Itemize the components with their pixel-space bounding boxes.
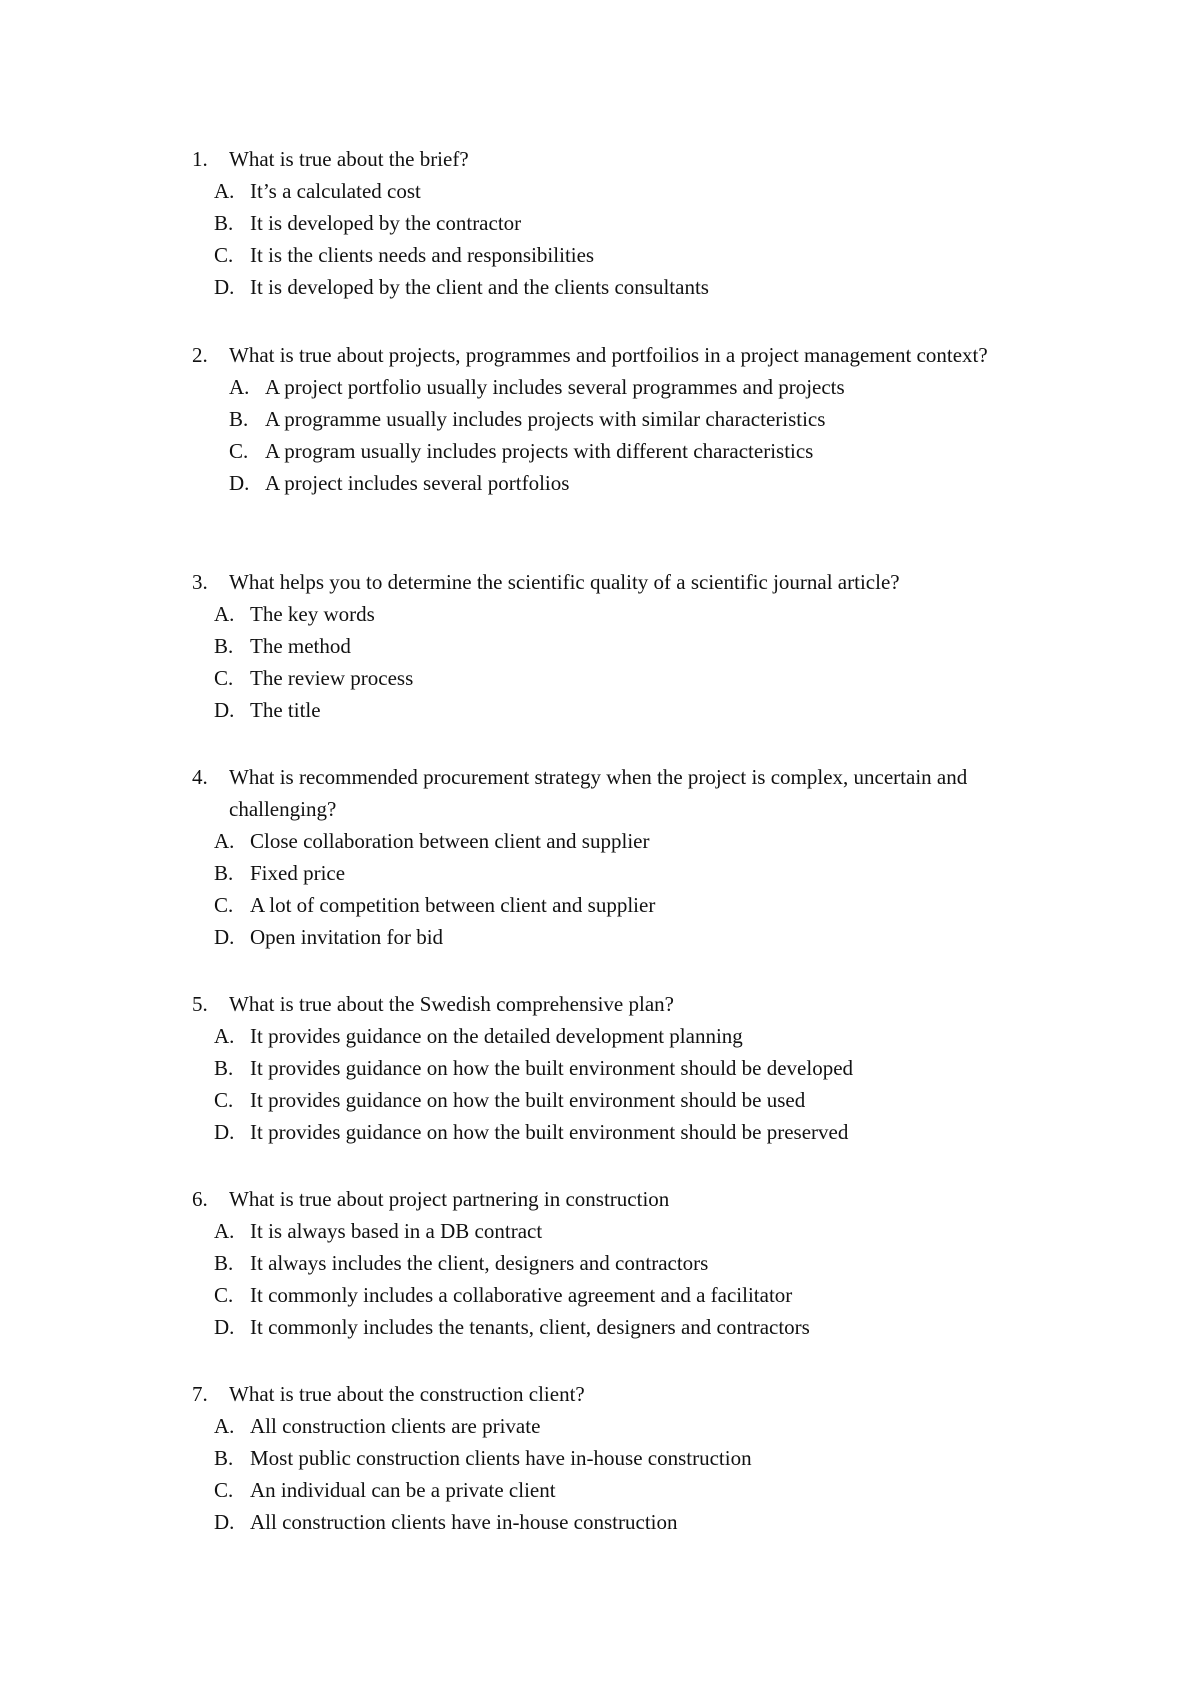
question-3 bbox=[192, 566, 1072, 726]
option-d bbox=[229, 467, 1072, 499]
option-letter: D. bbox=[214, 275, 235, 299]
option-text: Close collaboration between client and supplier bbox=[250, 829, 650, 853]
option-text: The review process bbox=[250, 666, 414, 690]
option-letter: C. bbox=[229, 439, 249, 463]
option-letter: D. bbox=[214, 1120, 235, 1144]
option-letter: B. bbox=[214, 861, 234, 885]
option-letter: D. bbox=[214, 925, 235, 949]
option-text: A programme usually includes projects with similar characteristics bbox=[265, 407, 826, 431]
option-letter: A. bbox=[214, 179, 235, 203]
option-b bbox=[214, 630, 1072, 662]
option-list bbox=[192, 825, 1072, 953]
option-d bbox=[214, 1311, 1072, 1343]
option-text: The method bbox=[250, 634, 351, 658]
option-a bbox=[214, 825, 1072, 857]
option-b bbox=[214, 1052, 1072, 1084]
option-letter: B. bbox=[214, 211, 234, 235]
option-list bbox=[192, 371, 1072, 499]
option-b bbox=[229, 403, 1072, 435]
option-text: It commonly includes a collaborative agreement and a facilitator bbox=[250, 1283, 793, 1307]
option-c bbox=[229, 435, 1072, 467]
question-text: What is true about the brief? bbox=[229, 147, 469, 171]
question-number: 7. bbox=[192, 1382, 208, 1406]
option-c bbox=[214, 662, 1072, 694]
option-c bbox=[214, 889, 1072, 921]
option-text: It provides guidance on the detailed development planning bbox=[250, 1024, 743, 1048]
option-text: A lot of competition between client and supplier bbox=[250, 893, 656, 917]
question-6 bbox=[192, 1183, 1072, 1343]
question-text: What is true about project partnering in construction bbox=[229, 1187, 670, 1211]
option-letter: A. bbox=[229, 375, 250, 399]
option-letter: D. bbox=[214, 698, 235, 722]
option-list bbox=[192, 175, 1072, 303]
option-a bbox=[214, 175, 1072, 207]
question-number: 4. bbox=[192, 765, 208, 789]
option-letter: D. bbox=[214, 1315, 235, 1339]
option-d bbox=[214, 271, 1072, 303]
option-letter: B. bbox=[214, 634, 234, 658]
option-letter: C. bbox=[214, 1283, 234, 1307]
option-text: It commonly includes the tenants, client, designers and contractors bbox=[250, 1315, 810, 1339]
option-text: A project includes several portfolios bbox=[265, 471, 570, 495]
option-d bbox=[214, 694, 1072, 726]
question-2 bbox=[192, 339, 1072, 499]
option-a bbox=[229, 371, 1072, 403]
option-text: All construction clients have in-house construction bbox=[250, 1510, 678, 1534]
option-letter: C. bbox=[214, 666, 234, 690]
question-row bbox=[192, 988, 1072, 1020]
option-text: It’s a calculated cost bbox=[250, 179, 421, 203]
option-text: A program usually includes projects with different characteristics bbox=[265, 439, 814, 463]
option-text: It is developed by the contractor bbox=[250, 211, 522, 235]
option-letter: D. bbox=[214, 1510, 235, 1534]
question-4 bbox=[192, 761, 1072, 953]
option-c bbox=[214, 239, 1072, 271]
option-text: It provides guidance on how the built environment should be developed bbox=[250, 1056, 854, 1080]
option-letter: A. bbox=[214, 829, 235, 853]
question-row bbox=[192, 1378, 1072, 1410]
option-list bbox=[192, 1020, 1072, 1148]
question-1 bbox=[192, 143, 1072, 303]
option-letter: C. bbox=[214, 1088, 234, 1112]
option-a bbox=[214, 1020, 1072, 1052]
question-number: 1. bbox=[192, 147, 208, 171]
option-list bbox=[192, 1215, 1072, 1343]
option-b bbox=[214, 1442, 1072, 1474]
option-d bbox=[214, 921, 1072, 953]
option-text: It provides guidance on how the built environment should be used bbox=[250, 1088, 806, 1112]
option-letter: B. bbox=[229, 407, 249, 431]
option-text: Most public construction clients have in-house construction bbox=[250, 1446, 752, 1470]
option-c bbox=[214, 1279, 1072, 1311]
question-number: 3. bbox=[192, 570, 208, 594]
option-text: It is developed by the client and the clients consultants bbox=[250, 275, 709, 299]
option-text: It provides guidance on how the built environment should be preserved bbox=[250, 1120, 849, 1144]
option-c bbox=[214, 1474, 1072, 1506]
option-b bbox=[214, 1247, 1072, 1279]
option-text: It is always based in a DB contract bbox=[250, 1219, 543, 1243]
option-text: It is the clients needs and responsibilities bbox=[250, 243, 595, 267]
option-letter: C. bbox=[214, 243, 234, 267]
option-text: The key words bbox=[250, 602, 375, 626]
question-text: What is true about the construction client? bbox=[229, 1382, 585, 1406]
question-text: What helps you to determine the scientific quality of a scientific journal article? bbox=[229, 570, 900, 594]
option-letter: A. bbox=[214, 1414, 235, 1438]
option-d bbox=[214, 1506, 1072, 1538]
option-letter: B. bbox=[214, 1251, 234, 1275]
option-text: An individual can be a private client bbox=[250, 1478, 556, 1502]
question-text: What is true about the Swedish comprehensive plan? bbox=[229, 992, 674, 1016]
question-5 bbox=[192, 988, 1072, 1148]
question-7 bbox=[192, 1378, 1072, 1538]
option-d bbox=[214, 1116, 1072, 1148]
option-letter: A. bbox=[214, 1219, 235, 1243]
option-letter: C. bbox=[214, 893, 234, 917]
option-text: It always includes the client, designers and contractors bbox=[250, 1251, 709, 1275]
option-letter: A. bbox=[214, 1024, 235, 1048]
question-row bbox=[192, 339, 1072, 371]
option-text: A project portfolio usually includes several programmes and projects bbox=[265, 375, 845, 399]
option-text: Fixed price bbox=[250, 861, 346, 885]
option-a bbox=[214, 1410, 1072, 1442]
option-text: All construction clients are private bbox=[250, 1414, 541, 1438]
option-letter: B. bbox=[214, 1056, 234, 1080]
question-row bbox=[192, 566, 1072, 598]
option-letter: C. bbox=[214, 1478, 234, 1502]
question-text: What is recommended procurement strategy when the project is complex, uncertain and challenging? bbox=[229, 765, 968, 821]
option-a bbox=[214, 598, 1072, 630]
question-text: What is true about projects, programmes and portfoilios in a project management context? bbox=[229, 343, 988, 367]
option-letter: B. bbox=[214, 1446, 234, 1470]
question-row bbox=[192, 143, 1072, 175]
question-number: 6. bbox=[192, 1187, 208, 1211]
question-number: 5. bbox=[192, 992, 208, 1016]
option-a bbox=[214, 1215, 1072, 1247]
question-row bbox=[192, 1183, 1072, 1215]
option-b bbox=[214, 207, 1072, 239]
option-text: The title bbox=[250, 698, 321, 722]
option-letter: A. bbox=[214, 602, 235, 626]
option-b bbox=[214, 857, 1072, 889]
question-row bbox=[192, 761, 1072, 825]
option-letter: D. bbox=[229, 471, 250, 495]
option-list bbox=[192, 598, 1072, 726]
option-text: Open invitation for bid bbox=[250, 925, 444, 949]
question-number: 2. bbox=[192, 343, 208, 367]
option-c bbox=[214, 1084, 1072, 1116]
option-list bbox=[192, 1410, 1072, 1538]
